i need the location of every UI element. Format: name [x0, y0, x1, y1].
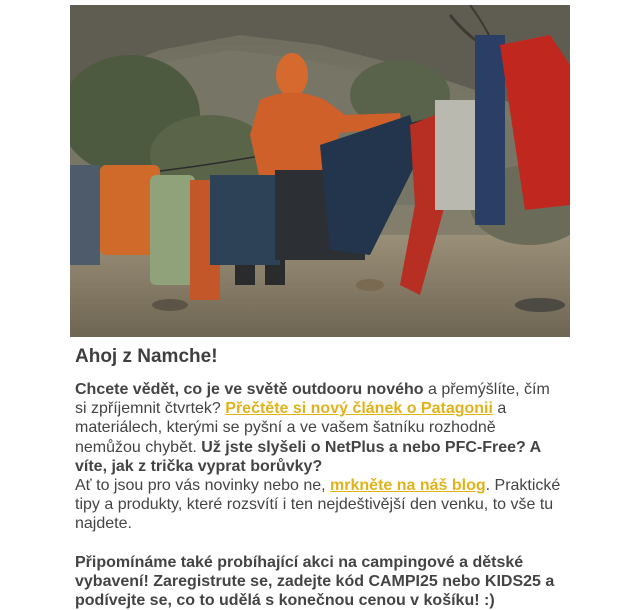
text-segment: a materiálech, kterými se pyšní a ve vašem šatníku rozhodně nemůžou chybět.: [75, 400, 507, 456]
patagonia-article-link[interactable]: Přečtěte si nový článek o Patagonii: [225, 400, 493, 418]
email-body: [70, 0, 570, 610]
greeting-heading: Ahoj z Namche!: [75, 346, 218, 367]
paragraph-intro: [75, 380, 565, 534]
hero-image[interactable]: [70, 5, 570, 337]
email-content: [70, 346, 570, 610]
promo-bold-text: Připomínáme také probíhající akci na campingové a dětské vybavení! Zaregistrute se, zadejte kód CAMPI25 nebo KIDS25 a podívejte se, co to udělá s konečnou cenou v košíku! :): [75, 553, 555, 610]
bold-text: Už jste slyšeli o NetPlus a nebo PFC-Free? A víte, jak z trička vyprat borůvky?: [75, 438, 541, 475]
bold-text: Chcete vědět, co je ve světě outdooru nového: [75, 381, 424, 398]
text-segment: a přemýšlíte, čím si zpříjemnit čtvrtek?: [75, 381, 550, 418]
text-segment: Ať to jsou pro vás novinky nebo ne,: [75, 477, 331, 495]
paragraph-promo: [75, 553, 565, 610]
blog-link[interactable]: mrkněte na náš blog: [330, 477, 486, 495]
spacer: [75, 534, 565, 553]
text-segment: . Praktické tipy a produkty, které rozsvítí i ten nejdeštivější den venku, to vše tu najdete.: [75, 477, 561, 533]
photo-hero-icon: [70, 5, 570, 337]
